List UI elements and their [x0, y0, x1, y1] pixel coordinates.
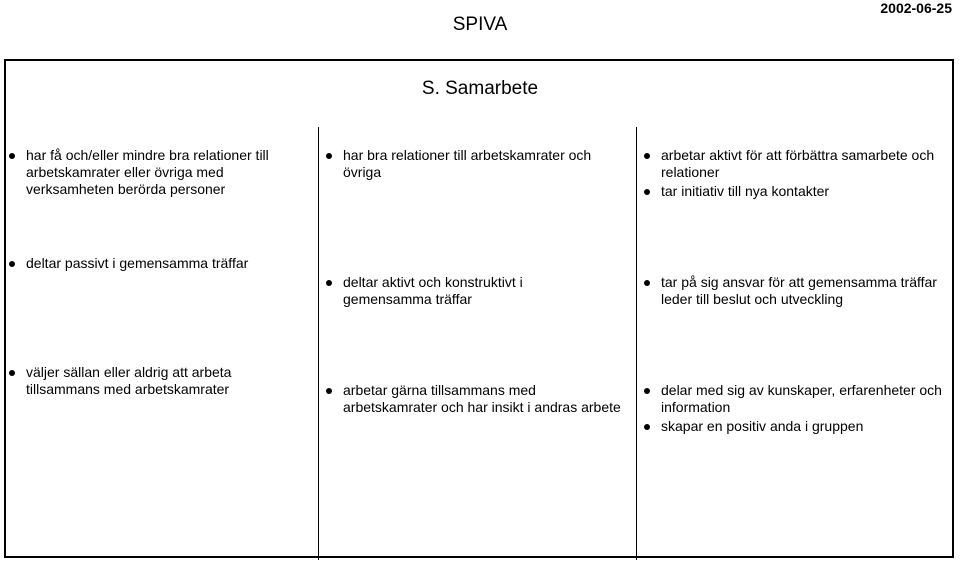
bullet-icon	[9, 153, 15, 159]
column-divider-1	[318, 127, 319, 560]
bullet-icon	[644, 189, 650, 195]
criteria-text: deltar aktivt och konstruktivt i gemensamma träffar	[343, 274, 523, 307]
criteria-cell	[641, 274, 951, 310]
criteria-text: arbetar aktivt för att förbättra samarbete och relationer	[661, 147, 935, 180]
criteria-text: delar med sig av kunskaper, erfarenheter och information	[661, 382, 942, 415]
list-item	[6, 364, 306, 398]
list-item	[641, 274, 951, 308]
bullet-icon	[9, 370, 15, 376]
list-item	[6, 147, 306, 198]
bullet-icon	[326, 388, 332, 394]
list-item	[641, 382, 951, 416]
bullet-icon	[9, 261, 15, 267]
list-item	[641, 147, 951, 181]
criteria-text: väljer sällan eller aldrig att arbeta tillsammans med arbetskamrater	[26, 364, 232, 397]
criteria-cell	[323, 382, 623, 418]
criteria-text: tar initiativ till nya kontakter	[661, 183, 830, 199]
criteria-cell	[6, 255, 306, 274]
bullet-icon	[644, 424, 650, 430]
list-item	[323, 147, 633, 181]
criteria-text: skapar en positiv anda i gruppen	[661, 418, 864, 434]
bullet-icon	[644, 280, 650, 286]
criteria-cell	[323, 147, 633, 183]
page-header-title: SPIVA	[452, 14, 508, 35]
list-item	[641, 418, 951, 435]
criteria-cell	[323, 274, 613, 310]
criteria-text: deltar passivt i gemensamma träffar	[26, 255, 249, 271]
list-item	[6, 255, 306, 272]
criteria-text: arbetar gärna tillsammans med arbetskamrater och har insikt i andras arbete	[343, 382, 621, 415]
bullet-icon	[644, 153, 650, 159]
bullet-icon	[326, 280, 332, 286]
criteria-text: har bra relationer till arbetskamrater och övriga	[343, 147, 592, 180]
list-item	[323, 274, 613, 308]
criteria-cell	[6, 147, 306, 200]
criteria-cell	[6, 364, 306, 400]
list-item	[323, 382, 623, 416]
criteria-cell	[641, 382, 951, 437]
criteria-text: tar på sig ansvar för att gemensamma träffar leder till beslut och utveckling	[661, 274, 937, 307]
bullet-icon	[644, 388, 650, 394]
bullet-icon	[326, 153, 332, 159]
page-header-date: 2002-06-25	[880, 0, 952, 16]
list-item	[641, 183, 951, 200]
criteria-cell	[641, 147, 951, 202]
column-divider-2	[636, 127, 637, 560]
section-title: S. Samarbete	[421, 78, 539, 99]
criteria-text: har få och/eller mindre bra relationer till arbetskamrater eller övriga med verksamheten berörda personer	[26, 147, 269, 197]
